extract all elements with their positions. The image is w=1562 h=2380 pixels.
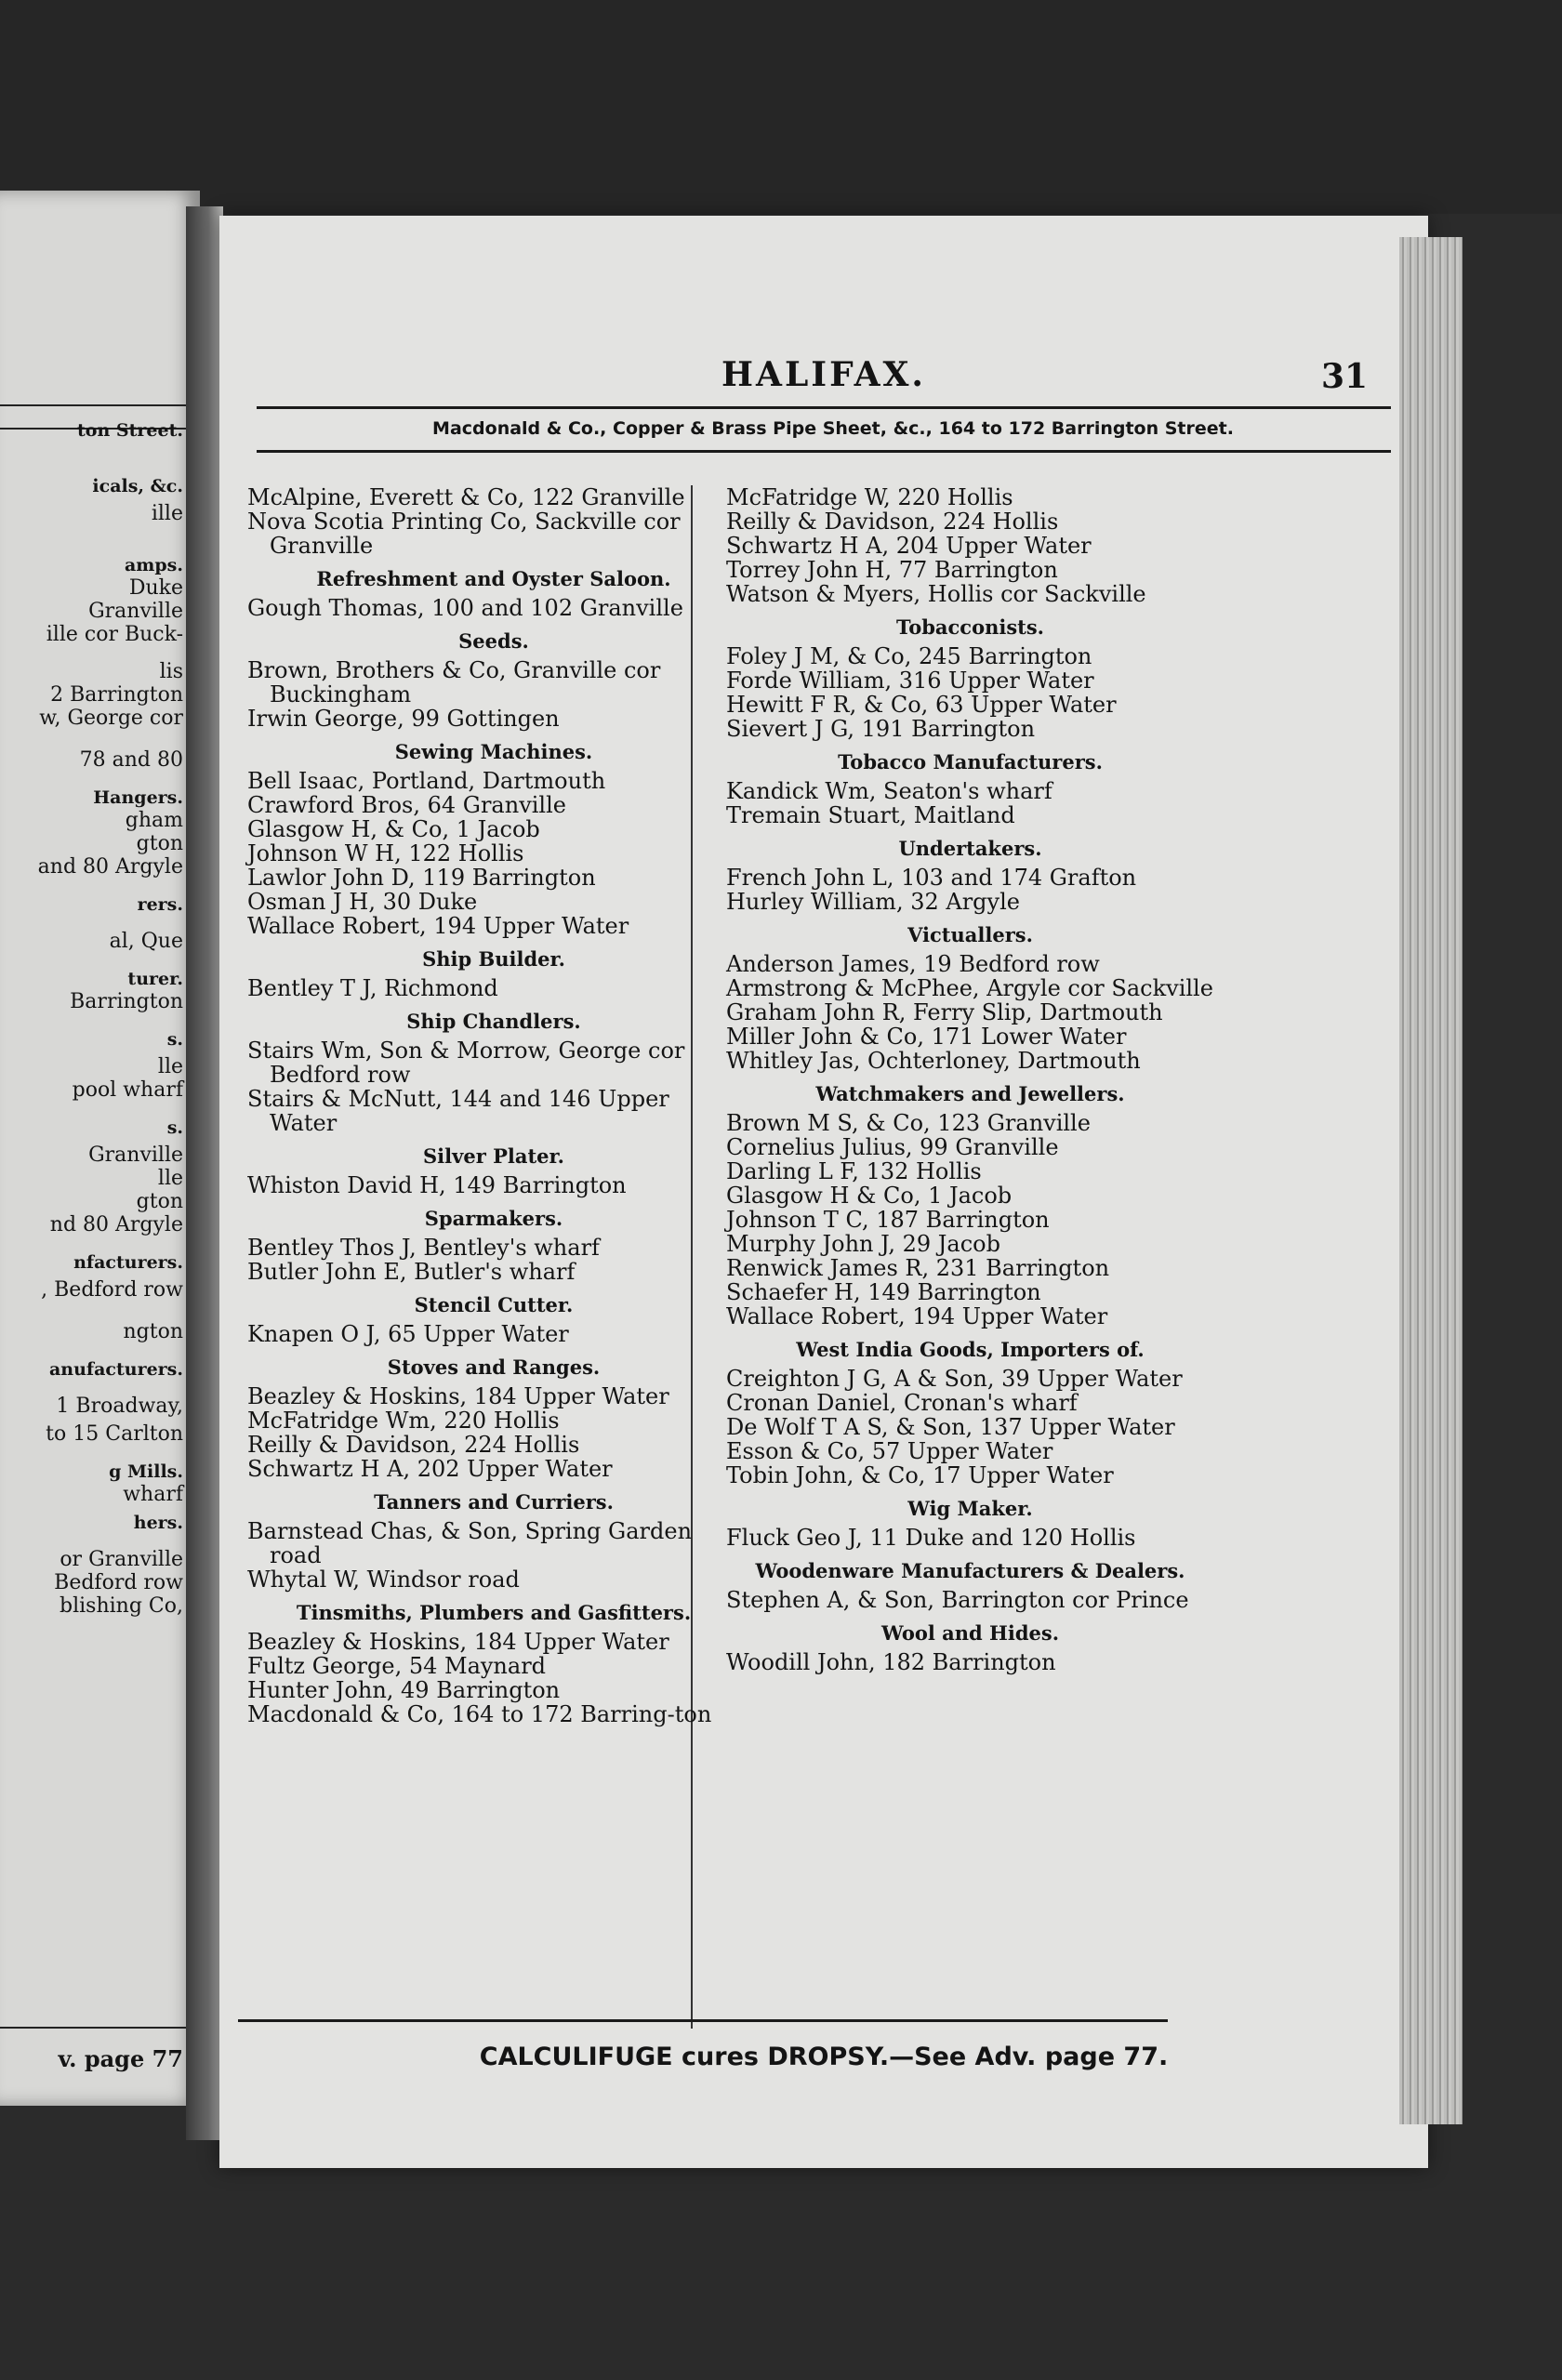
directory-entry: Johnson W H, 122 Hollis — [247, 840, 524, 866]
directory-entry: McFatridge Wm, 220 Hollis — [247, 1408, 560, 1434]
directory-entry: Miller John & Co, 171 Lower Water — [726, 1024, 1127, 1050]
section-heading: Woodenware Manufacturers & Dealers. — [755, 1559, 1185, 1582]
left-page-line: to 15 Carlton — [46, 1422, 183, 1446]
left-page-footer-rule — [0, 2027, 186, 2029]
directory-entry: Stairs Wm, Son & Morrow, George cor Bedford row — [247, 1038, 685, 1088]
left-page-heading: s. — [166, 1029, 183, 1050]
left-page-line: , Bedford row — [41, 1278, 183, 1302]
section-heading: Ship Builder. — [422, 947, 565, 971]
directory-entry: McFatridge W, 220 Hollis — [726, 484, 1013, 510]
left-page-footer: v. page 77 — [58, 2045, 183, 2072]
left-page-heading: rers. — [137, 894, 183, 915]
left-page-line: 1 Broadway, — [56, 1395, 183, 1418]
left-page-heading: amps. — [124, 555, 183, 575]
directory-entry: Barnstead Chas, & Son, Spring Garden road — [247, 1518, 693, 1568]
left-page-line: ille cor Buck- — [46, 623, 183, 646]
directory-entry: Stephen A, & Son, Barrington cor Prince — [726, 1587, 1189, 1613]
directory-entry: Glasgow H & Co, 1 Jacob — [726, 1183, 1013, 1209]
directory-entry: Whiston David H, 149 Barrington — [247, 1172, 627, 1198]
banner-rule — [257, 450, 1391, 453]
section-heading: Stoves and Ranges. — [387, 1355, 601, 1379]
left-page-line: gton — [136, 832, 183, 855]
section-heading: Refreshment and Oyster Saloon. — [316, 567, 671, 590]
running-head: HALIFAX. — [721, 355, 926, 394]
left-page-line: Barrington — [70, 990, 183, 1013]
left-page-line: w, George cor — [39, 707, 183, 730]
section-heading: Seeds. — [458, 629, 529, 653]
directory-entry: Foley J M, & Co, 245 Barrington — [726, 643, 1092, 669]
section-heading: West India Goods, Importers of. — [796, 1338, 1145, 1361]
directory-entry: Hurley William, 32 Argyle — [726, 889, 1020, 915]
left-column — [247, 485, 740, 1726]
directory-entry: Whytal W, Windsor road — [247, 1567, 520, 1593]
directory-entry: Tobin John, & Co, 17 Upper Water — [726, 1462, 1114, 1488]
left-page-line: Duke — [128, 576, 183, 600]
section-heading: Silver Plater. — [423, 1144, 564, 1168]
directory-entry: Wallace Robert, 194 Upper Water — [247, 913, 629, 939]
section-heading: Tobacconists. — [896, 615, 1044, 639]
directory-entry: Renwick James R, 231 Barrington — [726, 1255, 1110, 1281]
directory-entry: Knapen O J, 65 Upper Water — [247, 1321, 569, 1347]
page-edge — [1399, 237, 1463, 2124]
left-page-line: or Granville — [60, 1548, 183, 1571]
directory-entry: Woodill John, 182 Barrington — [726, 1649, 1056, 1675]
left-page-line: gton — [136, 1190, 183, 1213]
section-heading: Wig Maker. — [907, 1497, 1033, 1520]
directory-entry: Reilly & Davidson, 224 Hollis — [726, 509, 1059, 535]
left-page-heading: g Mills. — [109, 1461, 183, 1482]
directory-entry: Graham John R, Ferry Slip, Dartmouth — [726, 999, 1163, 1025]
directory-entry: Johnson T C, 187 Barrington — [726, 1207, 1050, 1233]
advertisement-banner: Macdonald & Co., Copper & Brass Pipe Sheet, &c., 164 to 172 Barrington Street. — [432, 418, 1234, 439]
directory-entry: Fluck Geo J, 11 Duke and 120 Hollis — [726, 1525, 1136, 1551]
left-page-heading: anufacturers. — [48, 1359, 183, 1380]
left-page-line: gham — [125, 809, 183, 832]
directory-entry: Wallace Robert, 194 Upper Water — [726, 1303, 1108, 1329]
section-heading: Ship Chandlers. — [406, 1010, 581, 1033]
left-page-heading: turer. — [127, 969, 183, 989]
section-heading: Undertakers. — [898, 837, 1042, 860]
left-page-line: 2 Barrington — [50, 683, 183, 707]
directory-entry: Hunter John, 49 Barrington — [247, 1677, 561, 1703]
directory-entry: Glasgow H, & Co, 1 Jacob — [247, 816, 540, 842]
left-page-heading: s. — [166, 1117, 183, 1138]
directory-entry: De Wolf T A S, & Son, 137 Upper Water — [726, 1414, 1175, 1440]
directory-entry: Macdonald & Co, 164 to 172 Barring-ton — [247, 1701, 712, 1727]
left-page-line: wharf — [123, 1483, 183, 1506]
directory-entry: Gough Thomas, 100 and 102 Granville — [247, 595, 683, 621]
right-column — [726, 485, 1214, 1674]
directory-entry: Schwartz H A, 204 Upper Water — [726, 533, 1092, 559]
left-page-line: nd 80 Argyle — [49, 1213, 183, 1236]
left-page-line: lis — [159, 660, 183, 683]
scanner-background — [0, 0, 1562, 214]
directory-entry: Irwin George, 99 Gottingen — [247, 706, 560, 732]
left-page-line: lle — [157, 1055, 183, 1078]
section-heading: Stencil Cutter. — [414, 1293, 574, 1316]
directory-entry: Osman J H, 30 Duke — [247, 889, 478, 915]
directory-page — [219, 216, 1428, 2168]
directory-entry: Murphy John J, 29 Jacob — [726, 1231, 1000, 1257]
directory-entry: Beazley & Hoskins, 184 Upper Water — [247, 1383, 669, 1409]
directory-entry: Anderson James, 19 Bedford row — [726, 951, 1100, 977]
footer-rule — [238, 2019, 1168, 2022]
directory-entry: Butler John E, Butler's wharf — [247, 1259, 576, 1285]
directory-entry: Crawford Bros, 64 Granville — [247, 792, 566, 818]
directory-entry: Cornelius Julius, 99 Granville — [726, 1134, 1059, 1160]
footer-advertisement: CALCULIFUGE cures DROPSY.—See Adv. page 77. — [479, 2043, 1169, 2071]
section-heading: Wool and Hides. — [880, 1621, 1060, 1645]
left-page-line: pool wharf — [72, 1078, 183, 1102]
header-rule — [257, 406, 1391, 409]
directory-entry: Creighton J G, A & Son, 39 Upper Water — [726, 1366, 1183, 1392]
left-page-heading: hers. — [133, 1513, 183, 1533]
directory-entry: Whitley Jas, Ochterloney, Dartmouth — [726, 1048, 1141, 1074]
directory-entry: Esson & Co, 57 Upper Water — [726, 1438, 1053, 1464]
left-page-line: lle — [157, 1167, 183, 1190]
directory-entry: Schwartz H A, 202 Upper Water — [247, 1456, 613, 1482]
directory-entry: Beazley & Hoskins, 184 Upper Water — [247, 1629, 669, 1655]
page-number: 31 — [1321, 357, 1369, 396]
directory-entry: Tremain Stuart, Maitland — [726, 802, 1015, 828]
directory-entry: Cronan Daniel, Cronan's wharf — [726, 1390, 1078, 1416]
directory-entry: Bentley Thos J, Bentley's wharf — [247, 1235, 600, 1261]
section-heading: Sparmakers. — [424, 1207, 563, 1230]
left-page-line: and 80 Argyle — [37, 855, 183, 879]
directory-entry: Hewitt F R, & Co, 63 Upper Water — [726, 692, 1117, 718]
directory-entry: McAlpine, Everett & Co, 122 Granville — [247, 484, 685, 510]
left-page-line: al, Que — [109, 930, 183, 953]
directory-entry: Nova Scotia Printing Co, Sackville cor Granville — [247, 509, 681, 559]
directory-entry: Bell Isaac, Portland, Dartmouth — [247, 768, 606, 794]
directory-entry: Kandick Wm, Seaton's wharf — [726, 778, 1052, 804]
section-heading: Tinsmiths, Plumbers and Gasfitters. — [296, 1601, 692, 1624]
directory-entry: Fultz George, 54 Maynard — [247, 1653, 547, 1679]
left-page-heading: icals, &c. — [92, 476, 183, 496]
left-page-line: blishing Co, — [60, 1594, 183, 1618]
directory-entry: Watson & Myers, Hollis cor Sackville — [726, 581, 1146, 607]
left-page-line: Bedford row — [54, 1571, 183, 1594]
directory-entry: Brown M S, & Co, 123 Granville — [726, 1110, 1091, 1136]
left-page-line: Granville — [88, 600, 183, 623]
section-heading: Watchmakers and Jewellers. — [815, 1082, 1125, 1105]
left-page-heading: ton Street. — [77, 420, 183, 441]
left-page-line: ille — [151, 502, 183, 525]
directory-entry: Sievert J G, 191 Barrington — [726, 716, 1036, 742]
section-heading: Tobacco Manufacturers. — [838, 750, 1103, 774]
left-page-heading: nfacturers. — [73, 1252, 183, 1273]
directory-entry: Forde William, 316 Upper Water — [726, 668, 1094, 694]
directory-entry: Lawlor John D, 119 Barrington — [247, 865, 596, 891]
directory-entry: Bentley T J, Richmond — [247, 975, 498, 1001]
section-heading: Tanners and Curriers. — [374, 1490, 614, 1514]
directory-entry: Torrey John H, 77 Barrington — [726, 557, 1058, 583]
left-page-line: Granville — [88, 1144, 183, 1167]
directory-entry: Brown, Brothers & Co, Granville cor Buckingham — [247, 657, 661, 707]
left-page-heading: Hangers. — [93, 787, 183, 808]
directory-entry: Schaefer H, 149 Barrington — [726, 1279, 1041, 1305]
left-facing-page — [0, 191, 200, 2106]
section-heading: Victuallers. — [907, 923, 1033, 946]
directory-entry: Armstrong & McPhee, Argyle cor Sackville — [726, 975, 1213, 1001]
directory-entry: Reilly & Davidson, 224 Hollis — [247, 1432, 580, 1458]
directory-entry: French John L, 103 and 174 Grafton — [726, 865, 1137, 891]
book-gutter — [186, 206, 223, 2140]
left-page-line: ngton — [123, 1320, 183, 1343]
left-page-rule — [0, 404, 186, 406]
directory-entry: Stairs & McNutt, 144 and 146 Upper Water — [247, 1086, 669, 1136]
directory-entry: Darling L F, 132 Hollis — [726, 1158, 982, 1184]
section-heading: Sewing Machines. — [394, 740, 593, 763]
left-page-line: 78 and 80 — [79, 748, 183, 772]
